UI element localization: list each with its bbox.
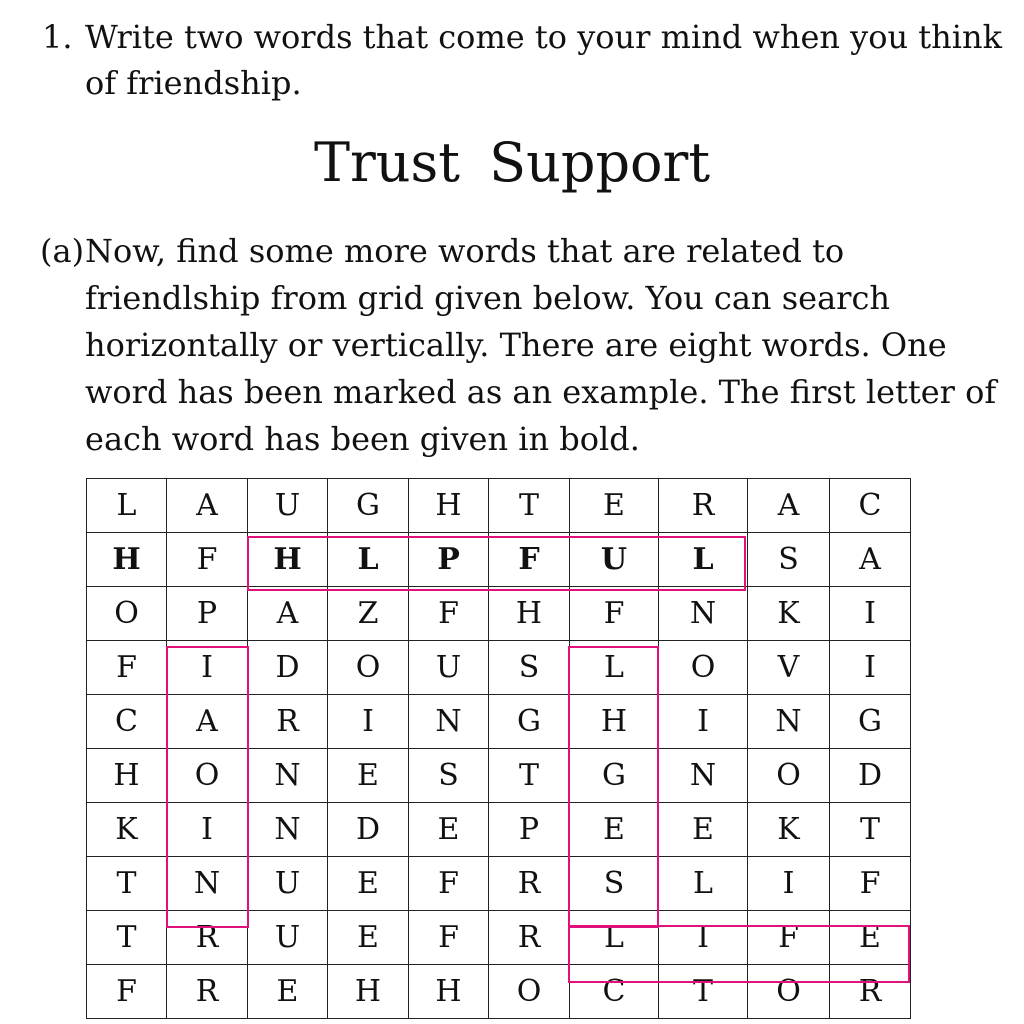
grid-cell: F xyxy=(489,533,570,587)
grid-cell: F xyxy=(830,857,911,911)
grid-cell: D xyxy=(328,803,409,857)
grid-cell: K xyxy=(748,803,830,857)
grid-cell: H xyxy=(328,965,409,1019)
grid-cell: F xyxy=(570,587,659,641)
grid-cell: I xyxy=(830,587,911,641)
grid-cell: L xyxy=(87,479,167,533)
grid-cell: I xyxy=(167,641,248,695)
question-1-text: Write two words that come to your mind when you think of friendship. xyxy=(85,18,1002,102)
grid-cell: I xyxy=(328,695,409,749)
word-search-grid xyxy=(86,478,911,1019)
grid-cell: R xyxy=(830,965,911,1019)
grid-cell: A xyxy=(167,479,248,533)
answer-words: Trust Support xyxy=(313,131,711,194)
grid-cell: N xyxy=(167,857,248,911)
grid-cell: S xyxy=(409,749,489,803)
grid-cell: H xyxy=(409,479,489,533)
grid-cell: L xyxy=(659,857,748,911)
grid-cell: H xyxy=(409,965,489,1019)
grid-cell: I xyxy=(659,695,748,749)
grid-cell: F xyxy=(409,911,489,965)
grid-row xyxy=(87,533,911,587)
grid-cell: K xyxy=(87,803,167,857)
grid-row xyxy=(87,911,911,965)
grid-cell: H xyxy=(570,695,659,749)
grid-cell: N xyxy=(659,749,748,803)
grid-cell: N xyxy=(409,695,489,749)
grid-row xyxy=(87,965,911,1019)
grid-cell: R xyxy=(659,479,748,533)
grid-cell: E xyxy=(570,479,659,533)
grid-cell: P xyxy=(489,803,570,857)
grid-cell: S xyxy=(748,533,830,587)
grid-cell: K xyxy=(748,587,830,641)
grid-cell: A xyxy=(748,479,830,533)
grid-cell: T xyxy=(830,803,911,857)
grid-cell: R xyxy=(248,695,328,749)
grid-row xyxy=(87,803,911,857)
grid-cell: O xyxy=(489,965,570,1019)
grid-cell: O xyxy=(328,641,409,695)
grid-cell: R xyxy=(167,965,248,1019)
grid-cell: V xyxy=(748,641,830,695)
grid-cell: G xyxy=(328,479,409,533)
question-a-text: Now, find some more words that are related to friendlship from grid given below. You can search horizontally or vertically. There are eight words. One word has been marked as an example. The first letter of each word has been given in bold. xyxy=(85,232,997,458)
grid-cell: A xyxy=(830,533,911,587)
grid-cell: T xyxy=(489,479,570,533)
grid-cell: G xyxy=(489,695,570,749)
grid-cell: E xyxy=(570,803,659,857)
grid-cell: N xyxy=(248,749,328,803)
grid-cell: I xyxy=(659,911,748,965)
grid-cell: E xyxy=(409,803,489,857)
grid-cell: Z xyxy=(328,587,409,641)
grid-cell: I xyxy=(167,803,248,857)
grid-cell: S xyxy=(570,857,659,911)
grid-cell: R xyxy=(489,911,570,965)
grid-cell: E xyxy=(328,749,409,803)
question-1-number: 1. xyxy=(42,18,73,56)
grid-cell: G xyxy=(830,695,911,749)
grid-cell: O xyxy=(167,749,248,803)
question-a xyxy=(40,228,1000,463)
grid-cell: R xyxy=(489,857,570,911)
grid-cell: H xyxy=(87,533,167,587)
grid-cell: A xyxy=(167,695,248,749)
grid-cell: L xyxy=(659,533,748,587)
grid-cell: H xyxy=(87,749,167,803)
grid-cell: H xyxy=(489,587,570,641)
grid-cell: P xyxy=(167,587,248,641)
grid-cell: P xyxy=(409,533,489,587)
grid-cell: T xyxy=(659,965,748,1019)
grid-cell: I xyxy=(748,857,830,911)
grid-cell: O xyxy=(87,587,167,641)
grid-cell: L xyxy=(570,641,659,695)
grid-cell: A xyxy=(248,587,328,641)
grid-cell: S xyxy=(489,641,570,695)
grid-cell: U xyxy=(409,641,489,695)
grid-row xyxy=(87,479,911,533)
grid-cell: U xyxy=(248,911,328,965)
question-1 xyxy=(42,14,1002,106)
grid-cell: I xyxy=(830,641,911,695)
question-a-label: (a) xyxy=(40,232,85,270)
grid-cell: D xyxy=(248,641,328,695)
grid-cell: T xyxy=(489,749,570,803)
grid-cell: U xyxy=(248,857,328,911)
grid-cell: E xyxy=(328,857,409,911)
grid-cell: F xyxy=(87,965,167,1019)
grid-cell: C xyxy=(87,695,167,749)
grid-cell: N xyxy=(659,587,748,641)
grid-cell: O xyxy=(659,641,748,695)
grid-cell: E xyxy=(248,965,328,1019)
grid-cell: D xyxy=(830,749,911,803)
grid-row xyxy=(87,857,911,911)
grid-row xyxy=(87,587,911,641)
grid-cell: O xyxy=(748,965,830,1019)
grid-cell: N xyxy=(248,803,328,857)
grid-cell: O xyxy=(748,749,830,803)
grid-cell: T xyxy=(87,857,167,911)
grid-cell: T xyxy=(87,911,167,965)
grid-cell: F xyxy=(167,533,248,587)
grid-cell: E xyxy=(830,911,911,965)
grid-cell: C xyxy=(570,965,659,1019)
grid-cell: F xyxy=(409,857,489,911)
grid-cell: L xyxy=(328,533,409,587)
grid-cell: C xyxy=(830,479,911,533)
grid-cell: L xyxy=(570,911,659,965)
grid-cell: E xyxy=(328,911,409,965)
grid-cell: F xyxy=(87,641,167,695)
grid-cell: R xyxy=(167,911,248,965)
grid-cell: U xyxy=(248,479,328,533)
grid-cell: N xyxy=(748,695,830,749)
word-search-table xyxy=(86,478,911,1019)
grid-cell: F xyxy=(409,587,489,641)
grid-cell: G xyxy=(570,749,659,803)
grid-row xyxy=(87,641,911,695)
grid-cell: U xyxy=(570,533,659,587)
grid-row xyxy=(87,749,911,803)
grid-cell: E xyxy=(659,803,748,857)
grid-row xyxy=(87,695,911,749)
grid-cell: F xyxy=(748,911,830,965)
grid-cell: H xyxy=(248,533,328,587)
